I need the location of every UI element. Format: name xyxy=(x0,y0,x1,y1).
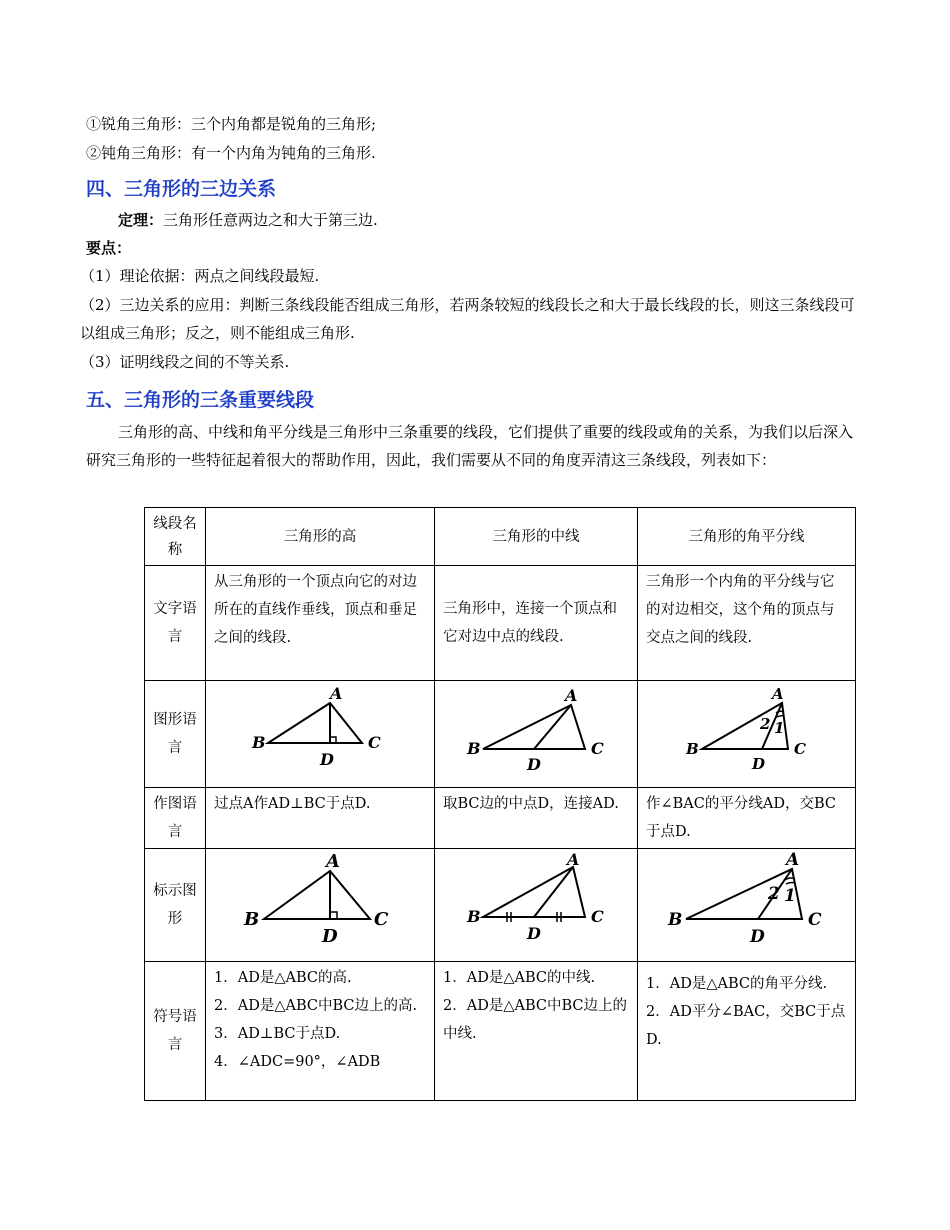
bisector-text: 三角形一个内角的平分线与它的对边相交，这个角的顶点与交点之间的线段. xyxy=(638,566,856,681)
altitude-symbol-3: 3．AD⊥BC于点D. xyxy=(214,1026,341,1042)
label-C: C xyxy=(368,733,381,752)
header-median: 三角形的中线 xyxy=(435,508,638,566)
angle-label-2: 2 xyxy=(760,715,771,733)
altitude-triangle xyxy=(268,703,362,743)
altitude-construction: 过点A作AD⊥BC于点D. xyxy=(206,788,435,849)
label-D: D xyxy=(320,750,334,769)
median-triangle xyxy=(483,705,585,749)
altitude-marked-cell xyxy=(206,849,435,962)
bisector-marked-cell xyxy=(638,849,856,962)
section5-intro: 三角形的高、中线和角平分线是三角形中三条重要的线段，它们提供了重要的线段或角的关系，为我们以后深入研究三角形的一些特征起着很大的帮助作用，因此，我们需要从不同的角度弄清这三条线段，列表如下： xyxy=(86,423,854,469)
section5-title: 五、三角形的三条重要线段 xyxy=(86,389,315,411)
point-2: （2）三边关系的应用：判断三条线段能否组成三角形，若两条较短的线段长之和大于最长线段的长，则这三条线段可以组成三角形；反之，则不能组成三角形. xyxy=(80,296,855,342)
altitude-figure xyxy=(214,683,426,775)
intro-line-acute: ①锐角三角形：三个内角都是锐角的三角形; xyxy=(86,115,377,133)
bisector-construction: 作∠BAC的平分线AD，交BC于点D. xyxy=(638,788,856,849)
row-label-figure-language: 图形语言 xyxy=(145,681,206,788)
median-marked-cell xyxy=(435,849,638,962)
point-1: （1）理论依据：两点之间线段最短. xyxy=(80,267,320,285)
label-C: C xyxy=(808,910,822,930)
altitude-figure-cell xyxy=(206,681,435,788)
theorem-label: 定理： xyxy=(118,211,164,229)
header-name: 线段名称 xyxy=(145,508,206,566)
row-label-marked-figure: 标示图形 xyxy=(145,849,206,962)
label-B: B xyxy=(244,909,260,930)
label-B: B xyxy=(467,907,481,926)
bisector-figure xyxy=(646,683,847,775)
segments-table xyxy=(144,507,856,1101)
angle-arc-inner xyxy=(786,883,795,884)
altitude-text: 从三角形的一个顶点向它的对边所在的直线作垂线，顶点和垂足之间的线段. xyxy=(206,566,435,681)
angle-label-1: 1 xyxy=(774,719,785,737)
theorem-text: 三角形任意两边之和大于第三边. xyxy=(163,211,378,229)
bisector-figure-cell xyxy=(638,681,856,788)
altitude-symbol-1: 1．AD是△ABC的高. xyxy=(214,970,352,986)
median-symbols xyxy=(435,962,638,1101)
label-B: B xyxy=(668,910,683,930)
table-header-row xyxy=(145,508,856,566)
points-label: 要点： xyxy=(86,239,132,257)
label-C: C xyxy=(374,909,389,930)
section4-title: 四、三角形的三边关系 xyxy=(86,178,277,200)
label-A: A xyxy=(326,851,340,872)
label-D: D xyxy=(752,755,766,773)
label-C: C xyxy=(591,739,604,758)
median-figure-cell xyxy=(435,681,638,788)
row-label-symbol-language: 符号语言 xyxy=(145,962,206,1101)
header-altitude: 三角形的高 xyxy=(206,508,435,566)
label-A: A xyxy=(786,851,800,870)
altitude-symbols xyxy=(206,962,435,1101)
label-A: A xyxy=(567,851,580,869)
altitude-symbol-2: 2．AD是△ABC中BC边上的高. xyxy=(214,998,418,1014)
intro-line-obtuse: ②钝角三角形：有一个内角为钝角的三角形. xyxy=(86,144,376,162)
theorem-line xyxy=(118,210,378,230)
median-symbol-1: 1．AD是△ABC的中线. xyxy=(443,970,596,986)
table-row-symbol-language xyxy=(145,962,856,1101)
median-line xyxy=(534,867,573,917)
table-row-figure-language xyxy=(145,681,856,788)
angle-label-2: 2 xyxy=(768,884,780,904)
median-symbol-2: 2．AD是△ABC中BC边上的中线. xyxy=(443,998,627,1042)
label-B: B xyxy=(686,740,699,758)
table-row-marked-figure xyxy=(145,849,856,962)
row-label-construction-language: 作图语言 xyxy=(145,788,206,849)
table-row-construction-language xyxy=(145,788,856,849)
altitude-marked-figure xyxy=(214,851,426,949)
label-B: B xyxy=(467,739,481,758)
table-row-text-language xyxy=(145,566,856,681)
median-figure xyxy=(443,683,629,775)
right-angle-mark xyxy=(330,912,337,919)
header-bisector: 三角形的角平分线 xyxy=(638,508,856,566)
angle-label-1: 1 xyxy=(784,886,796,906)
median-line xyxy=(534,705,571,749)
label-A: A xyxy=(330,684,343,703)
bisector-marked-figure xyxy=(646,851,847,949)
median-construction: 取BC边的中点D，连接AD. xyxy=(435,788,638,849)
bisector-symbols xyxy=(638,962,856,1101)
altitude-symbol-4: 4．∠ADC=90°，∠ADB xyxy=(214,1054,381,1070)
row-label-text-language: 文字语言 xyxy=(145,566,206,681)
label-D: D xyxy=(527,924,541,943)
label-D: D xyxy=(750,927,765,947)
median-triangle xyxy=(483,867,585,917)
bisector-symbol-2: 2．AD平分∠BAC，交BC于点D. xyxy=(646,1004,846,1048)
label-B: B xyxy=(252,733,266,752)
median-marked-figure xyxy=(443,851,629,949)
label-D: D xyxy=(527,755,541,774)
label-A: A xyxy=(565,686,578,705)
altitude-triangle xyxy=(264,871,370,919)
label-C: C xyxy=(794,740,806,758)
point-3: （3）证明线段之间的不等关系. xyxy=(80,353,290,371)
bisector-symbol-1: 1．AD是△ABC的角平分线. xyxy=(646,976,828,992)
label-D: D xyxy=(322,926,338,947)
label-A: A xyxy=(772,685,784,703)
median-text: 三角形中，连接一个顶点和它对边中点的线段. xyxy=(435,566,638,681)
label-C: C xyxy=(591,907,604,926)
